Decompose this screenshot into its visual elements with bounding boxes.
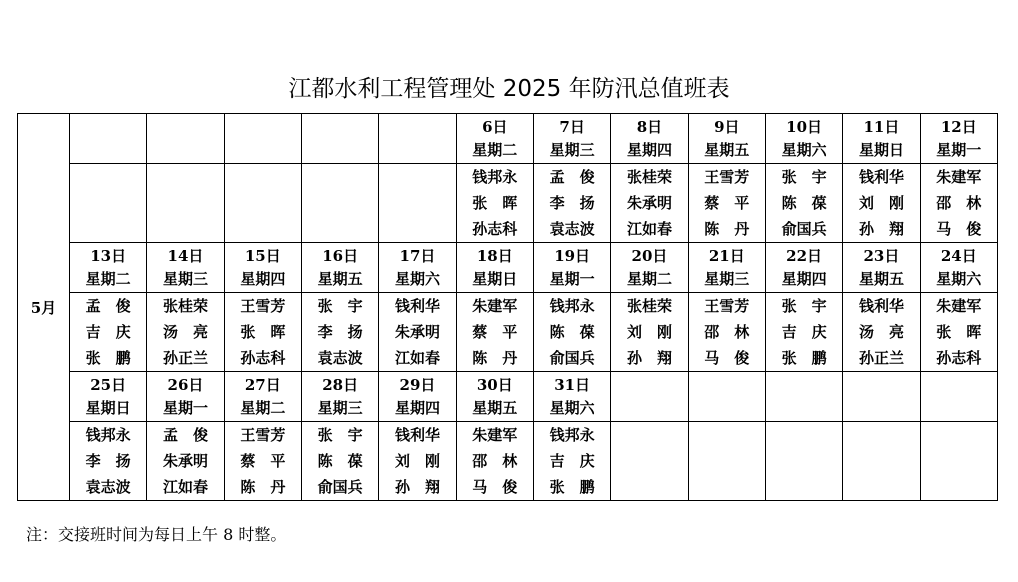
date-label: 14日	[167, 246, 204, 265]
weekday-label: 星期五	[317, 269, 363, 288]
date-label: 24日	[940, 246, 977, 265]
month-label: 5月	[18, 114, 70, 501]
staff-name: 孙正兰	[162, 349, 208, 367]
staff-name: 钱利华	[858, 297, 904, 315]
staff-name: 钱利华	[394, 426, 440, 444]
date-cell	[533, 114, 610, 164]
weekday-label: 星期六	[549, 398, 595, 417]
date-label: 23日	[863, 246, 900, 265]
staff-name: 汤 亮	[162, 323, 208, 341]
weekday-label: 星期五	[704, 140, 750, 159]
staff-name: 吉 庆	[781, 323, 827, 341]
date-label: 22日	[786, 246, 823, 265]
weekday-label: 星期二	[626, 269, 672, 288]
date-cell	[611, 372, 688, 422]
weekday-label: 星期四	[240, 269, 286, 288]
staff-name: 陈 葆	[317, 452, 363, 470]
date-label: 25日	[90, 375, 127, 394]
date-label: 20日	[631, 246, 668, 265]
date-cell	[843, 114, 920, 164]
date-cell	[224, 372, 301, 422]
staff-name: 蔡 平	[472, 323, 518, 341]
date-label: 16日	[322, 246, 359, 265]
date-cell	[920, 372, 997, 422]
duty-staff-cell	[533, 164, 610, 243]
date-cell	[301, 372, 378, 422]
staff-name: 张 晖	[936, 323, 982, 341]
date-label: 18日	[476, 246, 513, 265]
staff-name: 钱利华	[394, 297, 440, 315]
weekday-label: 星期二	[472, 140, 518, 159]
date-label: 7日	[559, 117, 585, 136]
staff-name: 邵 林	[472, 452, 518, 470]
duty-staff-cell	[147, 164, 224, 243]
duty-staff-cell	[456, 422, 533, 501]
duty-staff-cell	[301, 422, 378, 501]
staff-name: 钱利华	[858, 168, 904, 186]
duty-staff-cell	[843, 422, 920, 501]
staff-name: 张 宇	[317, 297, 363, 315]
duty-staff-cell	[70, 293, 147, 372]
duty-staff-cell	[147, 422, 224, 501]
date-cell	[843, 243, 920, 293]
date-cell	[224, 243, 301, 293]
date-cell	[533, 243, 610, 293]
weekday-label: 星期四	[626, 140, 672, 159]
date-label: 19日	[554, 246, 591, 265]
weekday-label: 星期日	[85, 398, 131, 417]
date-cell	[456, 114, 533, 164]
staff-name: 孙志科	[240, 349, 286, 367]
duty-roster-table	[17, 113, 998, 501]
staff-name: 孙志科	[472, 220, 518, 238]
staff-name: 陈 丹	[240, 478, 286, 496]
staff-name: 张桂荣	[162, 297, 208, 315]
staff-row	[18, 422, 998, 501]
staff-name: 蔡 平	[704, 194, 750, 212]
date-row	[18, 372, 998, 422]
staff-name: 吉 庆	[85, 323, 131, 341]
duty-staff-cell	[379, 164, 456, 243]
staff-name: 朱建军	[936, 297, 982, 315]
duty-staff-cell	[920, 422, 997, 501]
handover-note: 注：交接班时间为每日上午 8 时整。	[26, 525, 287, 544]
duty-staff-cell	[456, 293, 533, 372]
duty-staff-cell	[920, 164, 997, 243]
date-cell	[224, 114, 301, 164]
date-label: 31日	[554, 375, 591, 394]
weekday-label: 星期二	[85, 269, 131, 288]
staff-name: 陈 丹	[472, 349, 518, 367]
date-label: 10日	[786, 117, 823, 136]
date-cell	[70, 114, 147, 164]
duty-staff-cell	[765, 164, 842, 243]
date-label: 27日	[244, 375, 281, 394]
staff-name: 张 鹏	[549, 478, 595, 496]
staff-name: 袁志波	[85, 478, 131, 496]
weekday-label: 星期一	[549, 269, 595, 288]
duty-staff-cell	[70, 164, 147, 243]
staff-name: 江如春	[626, 220, 672, 238]
staff-name: 孙 翔	[858, 220, 904, 238]
staff-name: 李 扬	[549, 194, 595, 212]
staff-name: 张 鹏	[85, 349, 131, 367]
staff-row	[18, 293, 998, 372]
duty-staff-cell	[379, 293, 456, 372]
staff-name: 孟 俊	[162, 426, 208, 444]
staff-name: 李 扬	[85, 452, 131, 470]
staff-name: 吉 庆	[549, 452, 595, 470]
staff-name: 孙正兰	[858, 349, 904, 367]
date-cell	[456, 372, 533, 422]
date-cell	[611, 114, 688, 164]
date-label: 13日	[90, 246, 127, 265]
weekday-label: 星期五	[472, 398, 518, 417]
date-label: 9日	[714, 117, 740, 136]
date-cell	[765, 243, 842, 293]
weekday-label: 星期六	[936, 269, 982, 288]
duty-staff-cell	[147, 293, 224, 372]
staff-name: 钱邦永	[549, 297, 595, 315]
duty-staff-cell	[224, 164, 301, 243]
duty-staff-cell	[379, 422, 456, 501]
duty-staff-cell	[224, 293, 301, 372]
date-cell	[379, 372, 456, 422]
duty-staff-cell	[301, 293, 378, 372]
date-cell	[147, 372, 224, 422]
date-cell	[611, 243, 688, 293]
date-cell	[688, 243, 765, 293]
staff-name: 陈 丹	[704, 220, 750, 238]
weekday-label: 星期二	[240, 398, 286, 417]
date-cell	[765, 114, 842, 164]
duty-staff-cell	[765, 293, 842, 372]
date-cell	[147, 114, 224, 164]
date-label: 11日	[863, 117, 900, 136]
staff-name: 王雪芳	[240, 297, 286, 315]
staff-name: 刘 刚	[394, 452, 440, 470]
date-row	[18, 243, 998, 293]
staff-name: 邵 林	[704, 323, 750, 341]
staff-name: 张 宇	[781, 297, 827, 315]
duty-staff-cell	[843, 293, 920, 372]
duty-staff-cell	[533, 422, 610, 501]
duty-staff-cell	[611, 422, 688, 501]
duty-staff-cell	[688, 293, 765, 372]
duty-staff-cell	[920, 293, 997, 372]
staff-name: 刘 刚	[858, 194, 904, 212]
date-label: 21日	[708, 246, 745, 265]
weekday-label: 星期三	[317, 398, 363, 417]
staff-name: 朱建军	[936, 168, 982, 186]
staff-name: 张桂荣	[626, 168, 672, 186]
date-cell	[688, 372, 765, 422]
date-label: 15日	[244, 246, 281, 265]
date-cell	[70, 372, 147, 422]
date-label: 26日	[167, 375, 204, 394]
staff-name: 王雪芳	[240, 426, 286, 444]
staff-name: 马 俊	[704, 349, 750, 367]
staff-name: 钱邦永	[85, 426, 131, 444]
duty-staff-cell	[688, 422, 765, 501]
duty-staff-cell	[765, 422, 842, 501]
weekday-label: 星期四	[781, 269, 827, 288]
weekday-label: 星期日	[472, 269, 518, 288]
staff-name: 孙志科	[936, 349, 982, 367]
staff-name: 张桂荣	[626, 297, 672, 315]
date-label: 6日	[482, 117, 508, 136]
date-cell	[456, 243, 533, 293]
duty-staff-cell	[301, 164, 378, 243]
staff-name: 刘 刚	[626, 323, 672, 341]
weekday-label: 星期三	[549, 140, 595, 159]
date-cell	[70, 243, 147, 293]
staff-name: 俞国兵	[317, 478, 363, 496]
staff-name: 邵 林	[936, 194, 982, 212]
staff-name: 张 宇	[317, 426, 363, 444]
weekday-label: 星期一	[162, 398, 208, 417]
staff-name: 汤 亮	[858, 323, 904, 341]
staff-name: 朱承明	[162, 452, 208, 470]
date-label: 17日	[399, 246, 436, 265]
date-cell	[920, 243, 997, 293]
weekday-label: 星期四	[394, 398, 440, 417]
duty-staff-cell	[456, 164, 533, 243]
staff-name: 孟 俊	[549, 168, 595, 186]
weekday-label: 星期五	[858, 269, 904, 288]
date-cell	[301, 114, 378, 164]
weekday-label: 星期一	[936, 140, 982, 159]
date-cell	[533, 372, 610, 422]
date-cell	[920, 114, 997, 164]
staff-name: 朱建军	[472, 426, 518, 444]
staff-name: 俞国兵	[781, 220, 827, 238]
date-row	[18, 114, 998, 164]
staff-name: 王雪芳	[704, 168, 750, 186]
staff-name: 袁志波	[549, 220, 595, 238]
staff-name: 孙 翔	[626, 349, 672, 367]
staff-name: 袁志波	[317, 349, 363, 367]
staff-row	[18, 164, 998, 243]
date-cell	[147, 243, 224, 293]
duty-staff-cell	[224, 422, 301, 501]
staff-name: 马 俊	[936, 220, 982, 238]
staff-name: 李 扬	[317, 323, 363, 341]
weekday-label: 星期六	[394, 269, 440, 288]
staff-name: 俞国兵	[549, 349, 595, 367]
date-label: 28日	[322, 375, 359, 394]
staff-name: 王雪芳	[704, 297, 750, 315]
weekday-label: 星期三	[162, 269, 208, 288]
date-cell	[301, 243, 378, 293]
staff-name: 朱承明	[626, 194, 672, 212]
staff-name: 张 晖	[472, 194, 518, 212]
duty-staff-cell	[688, 164, 765, 243]
staff-name: 陈 葆	[781, 194, 827, 212]
date-cell	[688, 114, 765, 164]
staff-name: 江如春	[394, 349, 440, 367]
date-label: 29日	[399, 375, 436, 394]
duty-staff-cell	[70, 422, 147, 501]
duty-staff-cell	[611, 293, 688, 372]
date-cell	[843, 372, 920, 422]
staff-name: 蔡 平	[240, 452, 286, 470]
date-cell	[379, 114, 456, 164]
duty-staff-cell	[533, 293, 610, 372]
date-label: 12日	[940, 117, 977, 136]
staff-name: 朱建军	[472, 297, 518, 315]
staff-name: 钱邦永	[472, 168, 518, 186]
date-label: 8日	[636, 117, 663, 136]
date-label: 30日	[476, 375, 513, 394]
staff-name: 孟 俊	[85, 297, 131, 315]
duty-staff-cell	[843, 164, 920, 243]
weekday-label: 星期日	[858, 140, 904, 159]
staff-name: 马 俊	[472, 478, 518, 496]
staff-name: 张 鹏	[781, 349, 827, 367]
date-cell	[765, 372, 842, 422]
staff-name: 朱承明	[394, 323, 440, 341]
page-title: 江都水利工程管理处 2025 年防汛总值班表	[288, 76, 730, 102]
staff-name: 江如春	[162, 478, 208, 496]
weekday-label: 星期六	[781, 140, 827, 159]
staff-name: 钱邦永	[549, 426, 595, 444]
date-cell	[379, 243, 456, 293]
staff-name: 陈 葆	[549, 323, 595, 341]
staff-name: 张 晖	[240, 323, 286, 341]
staff-name: 孙 翔	[394, 478, 440, 496]
staff-name: 张 宇	[781, 168, 827, 186]
weekday-label: 星期三	[704, 269, 750, 288]
duty-staff-cell	[611, 164, 688, 243]
